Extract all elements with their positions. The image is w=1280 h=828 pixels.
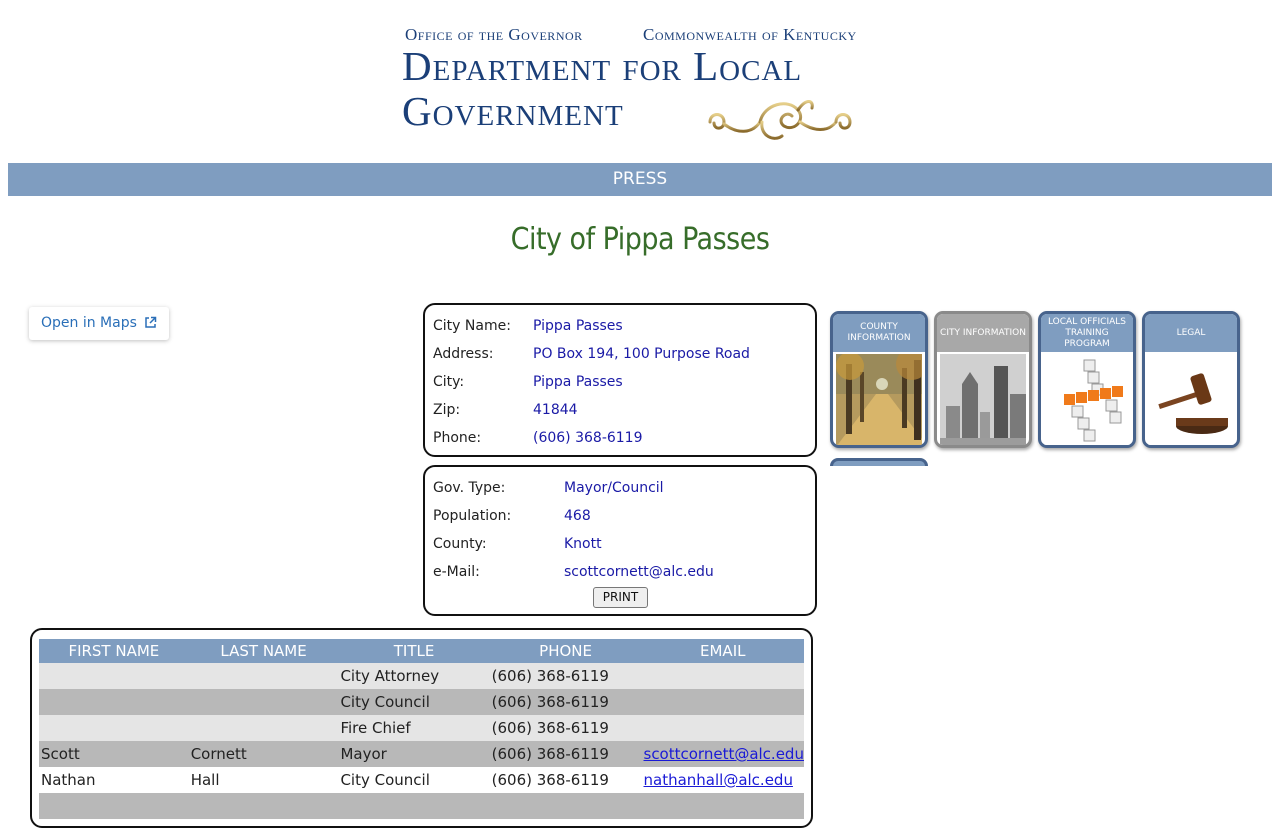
- gov-type-label: Gov. Type:: [433, 480, 506, 496]
- cell-title: Fire Chief: [338, 715, 489, 741]
- city-name-value: Pippa Passes: [533, 318, 623, 334]
- zip-value: 41844: [533, 402, 578, 418]
- email-link[interactable]: scottcornett@alc.edu: [643, 745, 804, 763]
- phone-value: (606) 368-6119: [533, 430, 643, 446]
- gavel-image-icon: [1148, 354, 1234, 447]
- cell-title: Mayor: [338, 741, 489, 767]
- gov-type-value: Mayor/Council: [564, 480, 664, 496]
- cell-email: [642, 715, 805, 741]
- cell-title: City Attorney: [338, 663, 489, 689]
- table-row: [39, 715, 804, 741]
- department-title-line2: Government: [402, 88, 624, 134]
- tile-legal[interactable]: [1142, 311, 1240, 448]
- officials-table: [39, 639, 804, 819]
- officials-table-container: [30, 628, 813, 828]
- office-of-governor-text: Office of the Governor: [405, 25, 583, 44]
- email-label: e-Mail:: [433, 564, 480, 580]
- table-row: [39, 689, 804, 715]
- cell-email: [642, 663, 805, 689]
- government-info-box: [423, 465, 817, 616]
- cell-phone: (606) 368-6119: [490, 767, 642, 793]
- city-value: Pippa Passes: [533, 374, 623, 390]
- city-name-row: [433, 316, 623, 336]
- open-in-maps-label: Open in Maps: [41, 315, 137, 331]
- table-row: [39, 741, 804, 767]
- department-title-line1: Department for Local: [402, 43, 803, 89]
- tile-legal-label: LEGAL: [1145, 314, 1237, 352]
- officials-header-row: [39, 639, 804, 663]
- cell-phone: (606) 368-6119: [490, 741, 642, 767]
- header-first-name[interactable]: FIRST NAME: [39, 639, 189, 663]
- table-row-partial: [39, 793, 804, 819]
- address-label: Address:: [433, 346, 494, 362]
- population-row: [433, 506, 591, 526]
- cell-first-name: Nathan: [39, 767, 189, 793]
- county-label: County:: [433, 536, 487, 552]
- cell-last-name: Cornett: [189, 741, 339, 767]
- city-label: City:: [433, 374, 465, 390]
- cell-last-name: [189, 689, 339, 715]
- header-title[interactable]: TITLE: [338, 639, 489, 663]
- cell-phone: (606) 368-6119: [490, 715, 642, 741]
- cell-last-name: [189, 715, 339, 741]
- cell-first-name: [39, 663, 189, 689]
- cell-first-name: Scott: [39, 741, 189, 767]
- phone-row: [433, 428, 643, 448]
- cell-title: City Council: [338, 767, 489, 793]
- population-value: 468: [564, 508, 591, 524]
- email-link[interactable]: nathanhall@alc.edu: [643, 771, 793, 789]
- tile-county-information[interactable]: [830, 311, 928, 448]
- site-masthead[interactable]: [0, 0, 1280, 160]
- cell-last-name: [189, 663, 339, 689]
- gold-flourish-icon: [702, 92, 858, 144]
- header-last-name[interactable]: LAST NAME: [189, 639, 339, 663]
- cell-first-name: [39, 715, 189, 741]
- press-link[interactable]: PRESS: [612, 169, 668, 189]
- header-email[interactable]: EMAIL: [642, 639, 805, 663]
- cell-phone: (606) 368-6119: [490, 689, 642, 715]
- city-name-label: City Name:: [433, 318, 511, 334]
- email-value[interactable]: scottcornett@alc.edu: [564, 564, 714, 580]
- tile-city-label: CITY INFORMATION: [937, 314, 1029, 352]
- cell-first-name: [39, 689, 189, 715]
- cell-title: City Council: [338, 689, 489, 715]
- tile-local-officials-training[interactable]: [1038, 311, 1136, 448]
- population-label: Population:: [433, 508, 512, 524]
- tile-partial-next[interactable]: [830, 458, 928, 466]
- phone-label: Phone:: [433, 430, 482, 446]
- zip-row: [433, 400, 578, 420]
- header-phone[interactable]: PHONE: [490, 639, 642, 663]
- open-in-maps-button[interactable]: [29, 307, 169, 340]
- address-value: PO Box 194, 100 Purpose Road: [533, 346, 750, 362]
- city-info-box: [423, 303, 817, 457]
- zip-label: Zip:: [433, 402, 461, 418]
- table-row: [39, 663, 804, 689]
- tile-county-label: COUNTY INFORMATION: [833, 314, 925, 352]
- cell-email: [642, 689, 805, 715]
- page-title: City of Pippa Passes: [510, 222, 770, 257]
- cell-last-name: Hall: [189, 767, 339, 793]
- county-value: Knott: [564, 536, 602, 552]
- city-row: [433, 372, 623, 392]
- tile-training-label: LOCAL OFFICIALS TRAINING PROGRAM: [1041, 314, 1133, 352]
- address-row: [433, 344, 750, 364]
- autumn-park-image-icon: [836, 354, 922, 447]
- email-row: [433, 562, 714, 582]
- table-row: [39, 767, 804, 793]
- gov-type-row: [433, 478, 664, 498]
- press-nav-bar[interactable]: [8, 163, 1272, 196]
- external-link-icon: [144, 316, 157, 329]
- cell-phone: (606) 368-6119: [490, 663, 642, 689]
- commonwealth-text: Commonwealth of Kentucky: [643, 25, 857, 44]
- learn-tiles-image-icon: [1044, 354, 1130, 447]
- city-skyline-image-icon: [940, 354, 1026, 447]
- county-row: [433, 534, 602, 554]
- tile-city-information[interactable]: [934, 311, 1032, 448]
- print-button[interactable]: PRINT: [593, 587, 648, 608]
